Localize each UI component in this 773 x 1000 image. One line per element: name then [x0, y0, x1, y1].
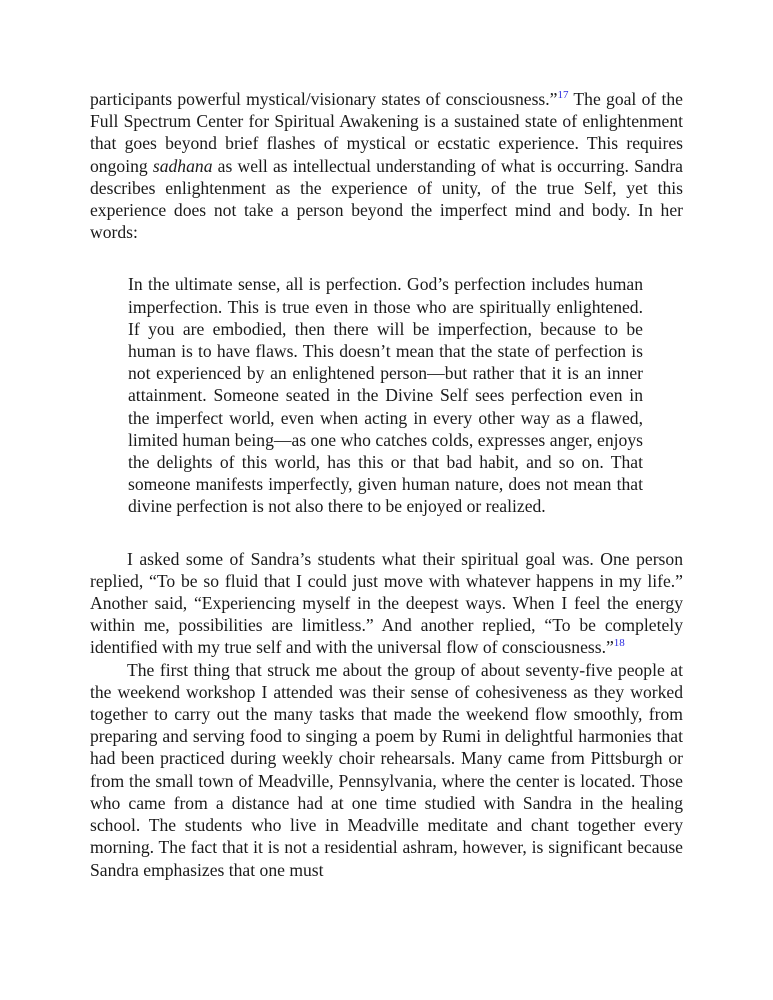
paragraph-1-text-a: participants powerful mystical/visionary states of consciousness.” — [90, 89, 558, 109]
paragraph-2-text: I asked some of Sandra’s students what their spiritual goal was. One person replied, “To be so fluid that I could just move with whatever happens in my life.” Another said, “Experiencing myself in the deepest ways. When I feel the energy within me, possibilities are limitless.” And another replied, “To be completely identified with my true self and with the universal flow of consciousness.” — [90, 548, 683, 658]
block-quote: In the ultimate sense, all is perfection. God’s perfection includes human imperfection. This is true even in those who are spiritually enlightened. If you are embodied, then there will be imperfection, because to be human is to have flaws. This doesn’t mean that the state of perfection is not experienced by an enlightened person—but rather that it is an inner attainment. Someone seated in the Divine Self sees perfection even in the imperfect world, even when acting in every other way as a flawed, limited human being—as one who catches colds, expresses anger, enjoys the delights of this world, has this or that bad habit, and so on. That someone manifests imperfectly, given human nature, does not mean that divine perfection is not also there to be enjoyed or realized. — [128, 274, 643, 517]
footnote-link-18[interactable]: 18 — [613, 637, 625, 650]
paragraph-2 — [90, 548, 683, 659]
paragraph-1-text-c: as well as intellectual understanding of what is occurring. Sandra describes enlightenment as the experience of unity, of the true Self, yet this experience does not take a person beyond the imperfect mind and body. In her words: — [90, 155, 683, 243]
footnote-link-17[interactable]: 17 — [557, 89, 569, 102]
document-page — [90, 88, 683, 881]
paragraph-3: The first thing that struck me about the group of about seventy-five people at the weekend workshop I attended was their sense of cohesiveness as they worked together to carry out the many tasks that made the weekend flow smoothly, from preparing and serving food to singing a poem by Rumi in delightful harmonies that had been practiced during weekly choir rehearsals. Many came from Pittsburgh or from the small town of Meadville, Pennsylvania, where the center is located. Those who came from a distance had at one time studied with Sandra in the healing school. The students who live in Meadville meditate and chant together every morning. The fact that it is not a residential ashram, however, is significant because Sandra emphasizes that one must — [90, 659, 683, 880]
paragraph-1-text-b: The goal of the Full Spectrum Center for Spiritual Awakening is a sustained state of enlightenment that goes beyond brief flashes of mystical or ecstatic experience. This requires ongoing — [90, 89, 683, 176]
italic-term-sadhana: sadhana — [152, 155, 213, 176]
paragraph-1 — [90, 88, 683, 243]
